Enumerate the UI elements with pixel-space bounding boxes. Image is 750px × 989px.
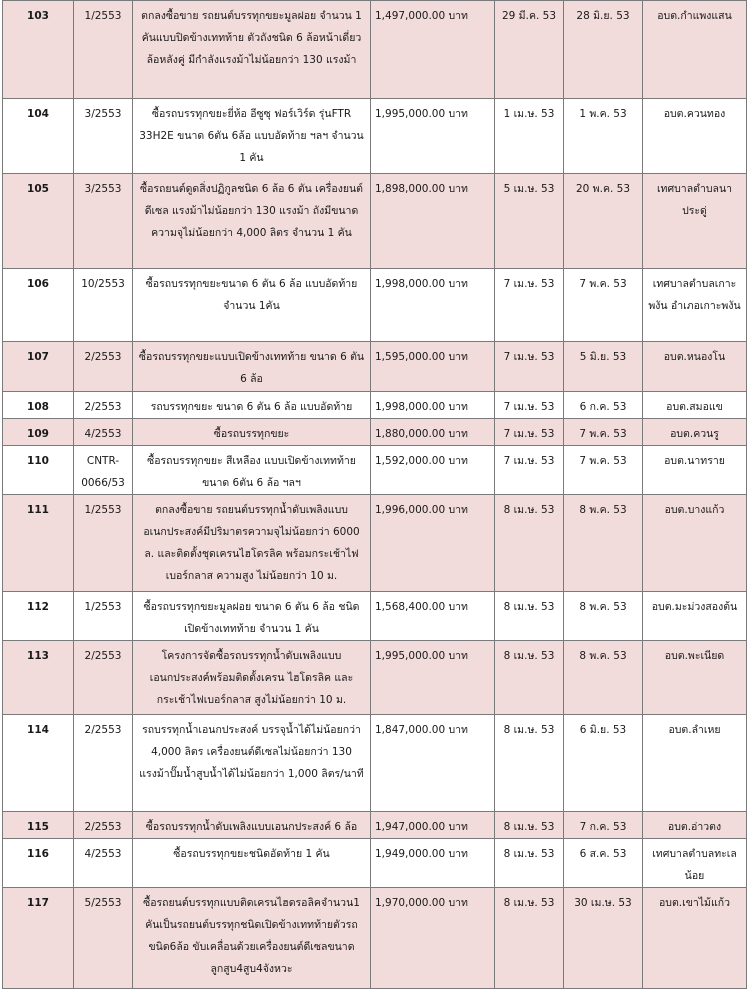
item-description: ซื้อรถบรรทุกขยะแบบเปิดข้างเททท้าย ขนาด 6 ตัน 6 ล้อ bbox=[133, 342, 371, 392]
contract-number: 4/2553 bbox=[74, 839, 133, 888]
end-date: 7 พ.ค. 53 bbox=[564, 419, 643, 446]
organization: อบต.ควนทอง bbox=[643, 99, 747, 174]
row-number: 115 bbox=[3, 812, 74, 839]
contract-number: 3/2553 bbox=[74, 99, 133, 174]
end-date: 6 มิ.ย. 53 bbox=[564, 715, 643, 812]
end-date: 8 พ.ค. 53 bbox=[564, 641, 643, 715]
organization: อบต.นาทราย bbox=[643, 446, 747, 495]
contract-amount: 1,497,000.00 บาท bbox=[371, 1, 495, 99]
item-description: โครงการจัดซื้อรถบรรทุกน้ำดับเพลิงแบบเอนกประสงค์พร้อมติดตั้งเครน ไฮโดรลิค และกระเช้าไฟเบอร์กลาส สูงไม่น้อยกว่า 10 ม. bbox=[133, 641, 371, 715]
item-description: ซื้อรถบรรทุกขยะมูลฝอย ขนาด 6 ตัน 6 ล้อ ชนิดเปิดข้างเททท้าย จำนวน 1 คัน bbox=[133, 592, 371, 641]
row-number: 112 bbox=[3, 592, 74, 641]
row-number: 103 bbox=[3, 1, 74, 99]
contract-number: CNTR-0066/53 bbox=[74, 446, 133, 495]
start-date: 8 เม.ษ. 53 bbox=[495, 839, 564, 888]
contracts-table bbox=[2, 0, 747, 989]
item-description: ซื้อรถบรรทุกขยะขนาด 6 ตัน 6 ล้อ แบบอัดท้าย จำนวน 1คัน bbox=[133, 269, 371, 342]
contract-amount: 1,947,000.00 บาท bbox=[371, 812, 495, 839]
row-number: 117 bbox=[3, 888, 74, 989]
organization: เทศบาลตำบลทะเลน้อย bbox=[643, 839, 747, 888]
table-row bbox=[3, 715, 747, 812]
contract-number: 5/2553 bbox=[74, 888, 133, 989]
contract-amount: 1,595,000.00 บาท bbox=[371, 342, 495, 392]
start-date: 7 เม.ษ. 53 bbox=[495, 269, 564, 342]
start-date: 5 เม.ษ. 53 bbox=[495, 174, 564, 269]
start-date: 7 เม.ษ. 53 bbox=[495, 342, 564, 392]
row-number: 105 bbox=[3, 174, 74, 269]
end-date: 7 พ.ค. 53 bbox=[564, 269, 643, 342]
contract-number: 1/2553 bbox=[74, 495, 133, 592]
item-description: ตกลงซื้อขาย รถยนต์บรรทุกน้ำดับเพลิงแบบอเนกประสงค์มีปริมาตรความจุไม่น้อยกว่า 6000 ล. และติดตั้งชุดเครนไฮโดรลิค พร้อมกระเช้าไฟเบอร์กลาส ความสูง ไม่น้อยกว่า 10 ม. bbox=[133, 495, 371, 592]
table-row bbox=[3, 1, 747, 99]
table-row bbox=[3, 641, 747, 715]
table-row bbox=[3, 592, 747, 641]
start-date: 29 มี.ค. 53 bbox=[495, 1, 564, 99]
contract-amount: 1,568,400.00 บาท bbox=[371, 592, 495, 641]
contract-number: 3/2553 bbox=[74, 174, 133, 269]
item-description: ซื้อรถยนต์บรรทุกแบบติดเครนไฮดรอลิคจำนวน1 คันเป็นรถยนต์บรรทุกชนิดเปิดข้างเททท้ายตัวรถขนิด6ล้อ ขับเคลื่อนด้วยเครื่องยนต์ดีเซลขนาดลูกสูบ4สูบ4จังหวะ bbox=[133, 888, 371, 989]
end-date: 1 พ.ค. 53 bbox=[564, 99, 643, 174]
end-date: 8 พ.ค. 53 bbox=[564, 495, 643, 592]
table-row bbox=[3, 392, 747, 419]
start-date: 8 เม.ษ. 53 bbox=[495, 641, 564, 715]
start-date: 7 เม.ษ. 53 bbox=[495, 419, 564, 446]
organization: อบต.กำแพงแสน bbox=[643, 1, 747, 99]
start-date: 7 เม.ษ. 53 bbox=[495, 392, 564, 419]
organization: เทศบาลตำบลนาประดู่ bbox=[643, 174, 747, 269]
item-description: รถบรรทุกขยะ ขนาด 6 ตัน 6 ล้อ แบบอัดท้าย bbox=[133, 392, 371, 419]
contract-amount: 1,949,000.00 บาท bbox=[371, 839, 495, 888]
row-number: 108 bbox=[3, 392, 74, 419]
item-description: ตกลงซื้อขาย รถยนต์บรรทุกขยะมูลฝอย จำนวน 1 คันแบบปิดข้างเททท้าย ตัวถังชนิด 6 ล้อหน้าเดี่ยวล้อหลังคู่ มีกำลังแรงม้าไม่น้อยกว่า 130 แรงม้า bbox=[133, 1, 371, 99]
contract-amount: 1,880,000.00 บาท bbox=[371, 419, 495, 446]
end-date: 7 ก.ค. 53 bbox=[564, 812, 643, 839]
end-date: 6 ก.ค. 53 bbox=[564, 392, 643, 419]
row-number: 113 bbox=[3, 641, 74, 715]
start-date: 8 เม.ษ. 53 bbox=[495, 715, 564, 812]
table-row bbox=[3, 269, 747, 342]
table-row bbox=[3, 888, 747, 989]
contract-amount: 1,995,000.00 บาท bbox=[371, 641, 495, 715]
contract-amount: 1,847,000.00 บาท bbox=[371, 715, 495, 812]
row-number: 107 bbox=[3, 342, 74, 392]
organization: อบต.พะเนียด bbox=[643, 641, 747, 715]
contract-amount: 1,898,000.00 บาท bbox=[371, 174, 495, 269]
start-date: 8 เม.ษ. 53 bbox=[495, 812, 564, 839]
item-description: ซื้อรถบรรทุกขยะชนิดอัดท้าย 1 คัน bbox=[133, 839, 371, 888]
item-description: ซื้อรถบรรทุกขยะ bbox=[133, 419, 371, 446]
table-row bbox=[3, 419, 747, 446]
table-row bbox=[3, 446, 747, 495]
table-row bbox=[3, 174, 747, 269]
item-description: รถบรรทุกน้ำเอนกประสงค์ บรรจุน้ำได้ไม่น้อยกว่า 4,000 ลิตร เครื่องยนต์ดีเซลไม่น้อยกว่า 130 แรงม้าปั๊มน้ำสูบน้ำได้ไม่น้อยกว่า 1,000 ลิตร/นาที bbox=[133, 715, 371, 812]
contract-amount: 1,998,000.00 บาท bbox=[371, 392, 495, 419]
organization: เทศบาลตำบลเกาะพงัน อำเภอเกาะพงัน bbox=[643, 269, 747, 342]
row-number: 110 bbox=[3, 446, 74, 495]
contract-amount: 1,592,000.00 บาท bbox=[371, 446, 495, 495]
contract-amount: 1,998,000.00 บาท bbox=[371, 269, 495, 342]
start-date: 7 เม.ษ. 53 bbox=[495, 446, 564, 495]
row-number: 109 bbox=[3, 419, 74, 446]
organization: อบต.สมอแข bbox=[643, 392, 747, 419]
end-date: 6 ส.ค. 53 bbox=[564, 839, 643, 888]
contracts-table-body bbox=[3, 1, 747, 989]
row-number: 104 bbox=[3, 99, 74, 174]
row-number: 116 bbox=[3, 839, 74, 888]
contract-number: 1/2553 bbox=[74, 1, 133, 99]
item-description: ซื้อรถยนต์ดูดสิ่งปฏิกูลชนิด 6 ล้อ 6 ตัน เครื่องยนต์ดีเซล แรงม้าไม่น้อยกว่า 130 แรงม้า ถังมีขนาดความจุไม่น้อยกว่า 4,000 ลิตร จำนวน 1 คัน bbox=[133, 174, 371, 269]
contract-number: 2/2553 bbox=[74, 342, 133, 392]
organization: อบต.บางแก้ว bbox=[643, 495, 747, 592]
start-date: 8 เม.ษ. 53 bbox=[495, 592, 564, 641]
organization: อบต.มะม่วงสองต้น bbox=[643, 592, 747, 641]
row-number: 111 bbox=[3, 495, 74, 592]
end-date: 5 มิ.ย. 53 bbox=[564, 342, 643, 392]
table-row bbox=[3, 812, 747, 839]
contract-number: 4/2553 bbox=[74, 419, 133, 446]
end-date: 7 พ.ค. 53 bbox=[564, 446, 643, 495]
organization: อบต.หนองโน bbox=[643, 342, 747, 392]
contract-number: 2/2553 bbox=[74, 812, 133, 839]
contract-number: 10/2553 bbox=[74, 269, 133, 342]
table-row bbox=[3, 342, 747, 392]
end-date: 8 พ.ค. 53 bbox=[564, 592, 643, 641]
item-description: ซื้อรถบรรทุกขยะยี่ห้อ อีซูซุ ฟอร์เวิร์ด รุ่นFTR 33H2E ขนาด 6ตัน 6ล้อ แบบอัดท้าย ฯลฯ จำนวน 1 คัน bbox=[133, 99, 371, 174]
table-row bbox=[3, 839, 747, 888]
end-date: 28 มิ.ย. 53 bbox=[564, 1, 643, 99]
row-number: 106 bbox=[3, 269, 74, 342]
contract-number: 2/2553 bbox=[74, 641, 133, 715]
item-description: ซื้อรถบรรทุกน้ำดับเพลิงแบบเอนกประสงค์ 6 ล้อ bbox=[133, 812, 371, 839]
organization: อบต.ลำเหย bbox=[643, 715, 747, 812]
contract-amount: 1,996,000.00 บาท bbox=[371, 495, 495, 592]
table-row bbox=[3, 495, 747, 592]
organization: อบต.ควนรู bbox=[643, 419, 747, 446]
table-row bbox=[3, 99, 747, 174]
organization: อบต.เขาไม้แก้ว bbox=[643, 888, 747, 989]
start-date: 8 เม.ษ. 53 bbox=[495, 888, 564, 989]
item-description: ซื้อรถบรรทุกขยะ สีเหลือง แบบเปิดข้างเททท้าย ขนาด 6ตัน 6 ล้อ ฯลฯ bbox=[133, 446, 371, 495]
contract-number: 2/2553 bbox=[74, 392, 133, 419]
contract-amount: 1,970,000.00 บาท bbox=[371, 888, 495, 989]
organization: อบต.อ่าวตง bbox=[643, 812, 747, 839]
contract-number: 2/2553 bbox=[74, 715, 133, 812]
row-number: 114 bbox=[3, 715, 74, 812]
contract-number: 1/2553 bbox=[74, 592, 133, 641]
start-date: 8 เม.ษ. 53 bbox=[495, 495, 564, 592]
start-date: 1 เม.ษ. 53 bbox=[495, 99, 564, 174]
contract-amount: 1,995,000.00 บาท bbox=[371, 99, 495, 174]
end-date: 20 พ.ค. 53 bbox=[564, 174, 643, 269]
end-date: 30 เม.ษ. 53 bbox=[564, 888, 643, 989]
